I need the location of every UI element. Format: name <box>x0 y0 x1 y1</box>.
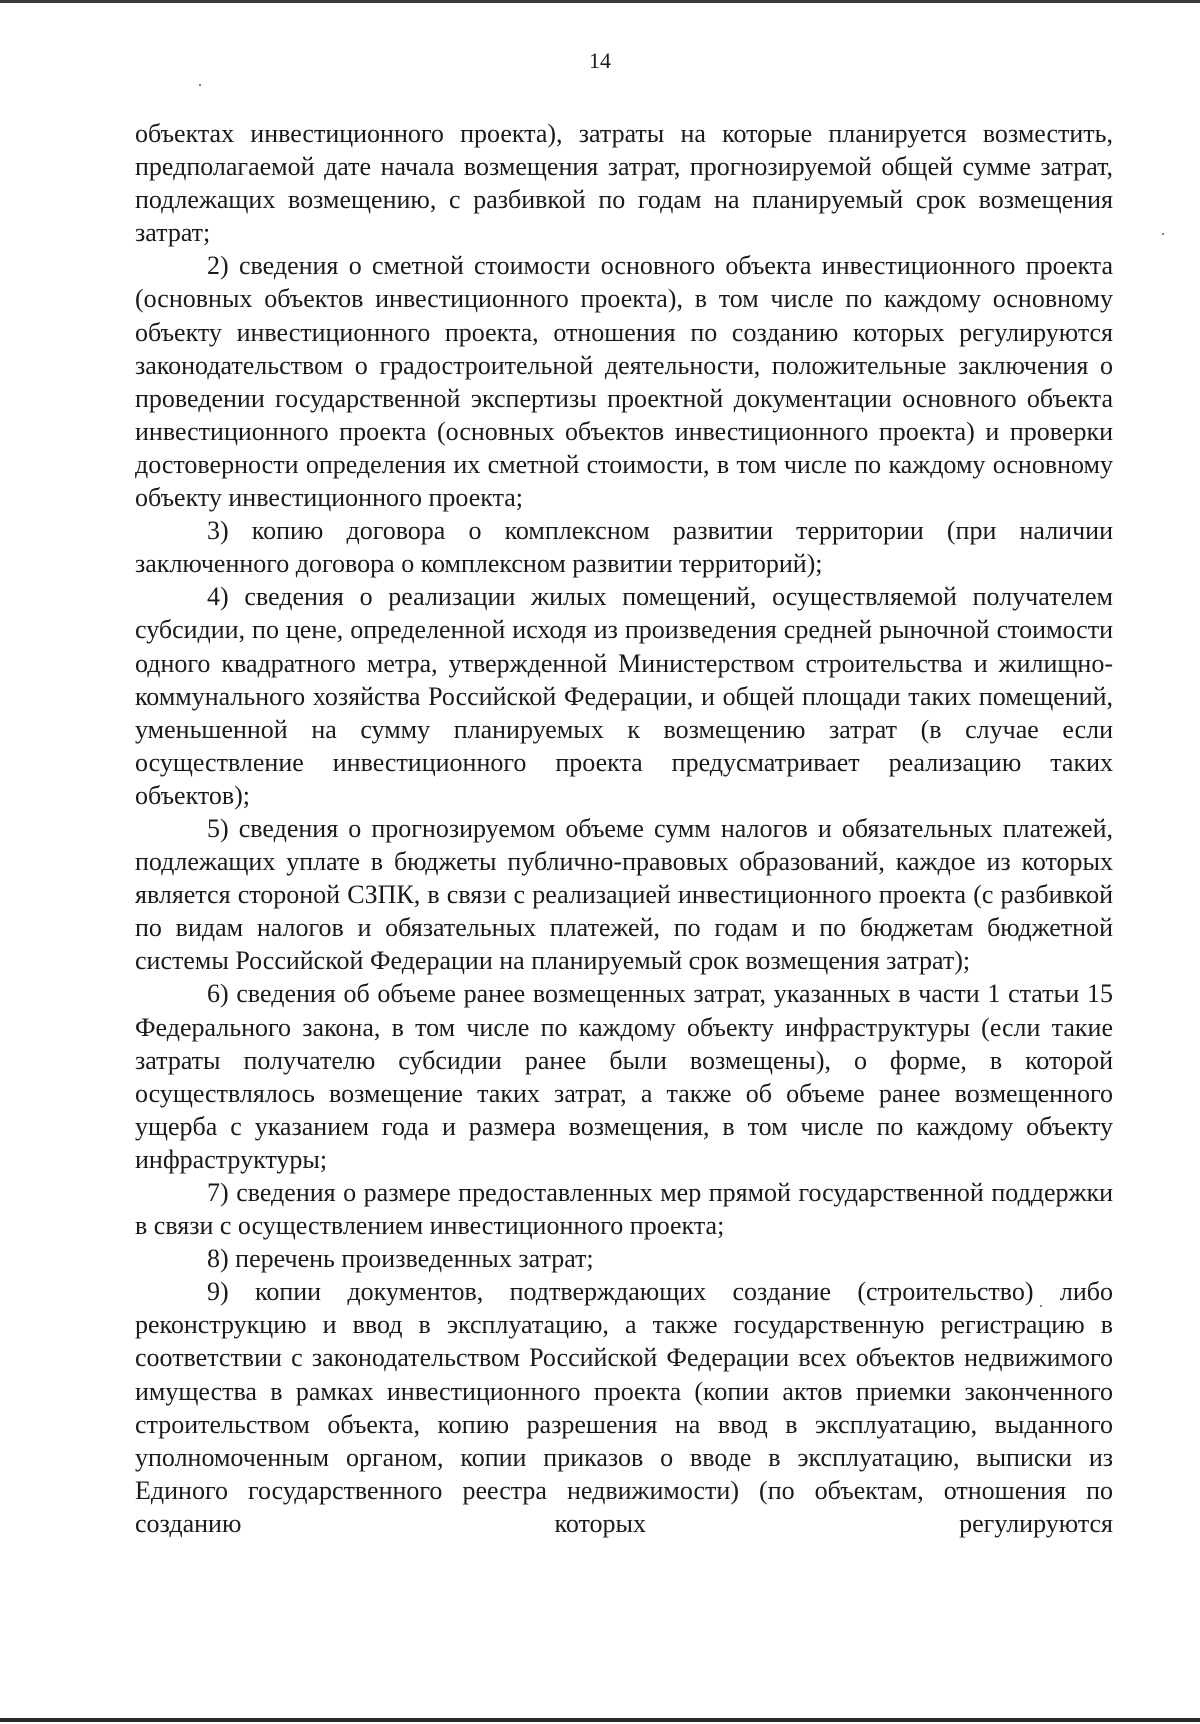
paragraph-item-2: 2) сведения о сметной стоимости основного объекта инвестиционного проекта (основных объектов инвестиционного проекта), в том числе по каждому основному объекту инвестиционного проекта, отношения по созданию которых регулируются законодательством о градостроительной деятельности, положительные заключения о проведении государственной экспертизы проектной документации основного объекта инвестиционного проекта (основных объектов инвестиционного проекта) и проверки достоверности определения их сметной стоимости, в том числе по каждому основному объекту инвестиционного проекта; <box>135 251 1113 513</box>
paragraph-continuation: объектах инвестиционного проекта), затраты на которые планируется возместить, предполагаемой дате начала возмещения затрат, прогнозируемой общей сумме затрат, подлежащих возмещению, с разбивкой по годам на планируемый срок возмещения затрат; <box>135 119 1113 248</box>
paragraph-item-4: 4) сведения о реализации жилых помещений, осуществляемой получателем субсидии, по цене, определенной исходя из произведения средней рыночной стоимости одного квадратного метра, утвержденной Министерством строительства и жилищно-коммунального хозяйства Российской Федерации, и общей площади таких помещений, уменьшенной на сумму планируемых к возмещению затрат (в случае если осуществление инвестиционного проекта предусматривает реализацию таких объектов); <box>135 582 1113 810</box>
page-number: 14 <box>589 48 611 73</box>
paragraph-item-8: 8) перечень произведенных затрат; <box>207 1244 594 1274</box>
paragraph-item-6: 6) сведения об объеме ранее возмещенных затрат, указанных в части 1 статьи 15 Федерального закона, в том числе по каждому объекту инфраструктуры (если такие затраты получателю субсидии ранее были возмещены), о форме, в которой осуществлялось возмещение таких затрат, а также об объеме ранее возмещенного ущерба с указанием года и размера возмещения, в том числе по каждому объекту инфраструктуры; <box>135 979 1113 1174</box>
document-body <box>135 117 1113 1540</box>
bottom-scan-border <box>0 1718 1200 1722</box>
paragraph-item-3: 3) копию договора о комплексном развитии территории (при наличии заключенного договора о комплексном развитии территорий); <box>135 516 1113 579</box>
paragraph-item-9: 9) копии документов, подтверждающих создание (строительство) либо реконструкцию и ввод в эксплуатацию, а также государственную регистрацию в соответствии с законодательством Российской Федерации всех объектов недвижимого имущества в рамках инвестиционного проекта (копии актов приемки законченного строительством объекта, копию разрешения на ввод в эксплуатацию, выданного уполномоченным органом, копии приказов о вводе в эксплуатацию, выписки из Единого государственного реестра недвижимости) (по объектам, отношения по созданию которых регулируются <box>135 1277 1113 1538</box>
scan-speck <box>1162 233 1164 235</box>
paragraph-item-5: 5) сведения о прогнозируемом объеме сумм налогов и обязательных платежей, подлежащих уплате в бюджеты публично-правовых образований, каждое из которых является стороной СЗПК, в связи с реализацией инвестиционного проекта (с разбивкой по видам налогов и обязательных платежей, по годам и по бюджетам бюджетной системы Российской Федерации на планируемый срок возмещения затрат); <box>135 813 1113 976</box>
paragraph-item-7: 7) сведения о размере предоставленных мер прямой государственной поддержки в связи с осуществлением инвестиционного проекта; <box>135 1178 1113 1241</box>
scan-speck <box>199 84 201 86</box>
top-scan-border <box>0 0 1200 3</box>
